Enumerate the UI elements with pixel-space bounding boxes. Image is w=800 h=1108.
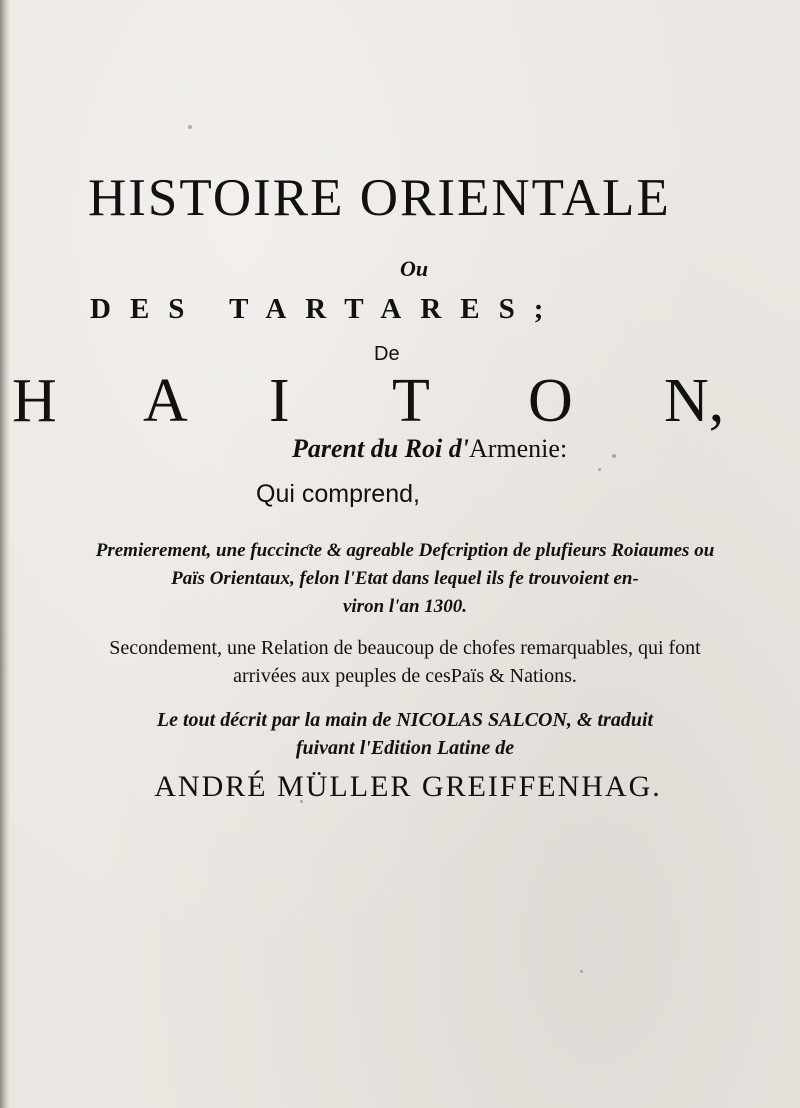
subtitle-des-tartares: DES TARTARES; [90,293,563,325]
para3-line: fuivant l'Edition Latine de [295,737,515,759]
para3-line: Le tout décrit par la main de NICOLAS SALCON, & traduit [156,709,654,731]
para2-line: arrivées aux peuples de cesPaïs & Nations. [233,665,577,687]
main-title: HISTOIRE ORIENTALE [88,169,671,227]
author-letter: I [269,367,290,435]
paper-speck [580,970,583,973]
para1-line: Païs Orientaux, felon l'Etat dans lequel ils fe trouvoient en- [171,568,639,589]
author-description [292,434,692,464]
author-letter: H [12,367,57,435]
author-letter: O [528,367,573,435]
para2-line: Secondement, une Relation de beaucoup de chofes remarquables, qui font [109,637,701,659]
para1-line: Premierement, une fuccinƈte & agreable Defcription de plufieurs Roiaumes ou [95,540,715,561]
paper-speck [300,800,303,803]
para1-line: viron l'an 1300. [342,596,468,617]
paper-speck [598,468,601,471]
paper-speck [188,125,192,129]
translation-note [20,706,790,762]
subtitle-ou: Ou [400,256,429,281]
author-letter: N, [664,367,725,435]
subtitle-de: De [374,343,400,365]
author-description-roman: Armenie: [468,434,568,463]
paper-speck [612,454,616,458]
page-edge-shadow [0,0,10,1108]
translator-name: ANDRÉ MÜLLER GREIFFENHAG. [154,770,662,803]
second-part-description [20,634,790,690]
qui-comprend: Qui comprend, [256,480,420,508]
author-letter: T [392,367,430,435]
author-letter: A [143,367,188,435]
author-description-italic: Parent du Roi d' [292,434,469,463]
first-part-description [20,537,790,621]
